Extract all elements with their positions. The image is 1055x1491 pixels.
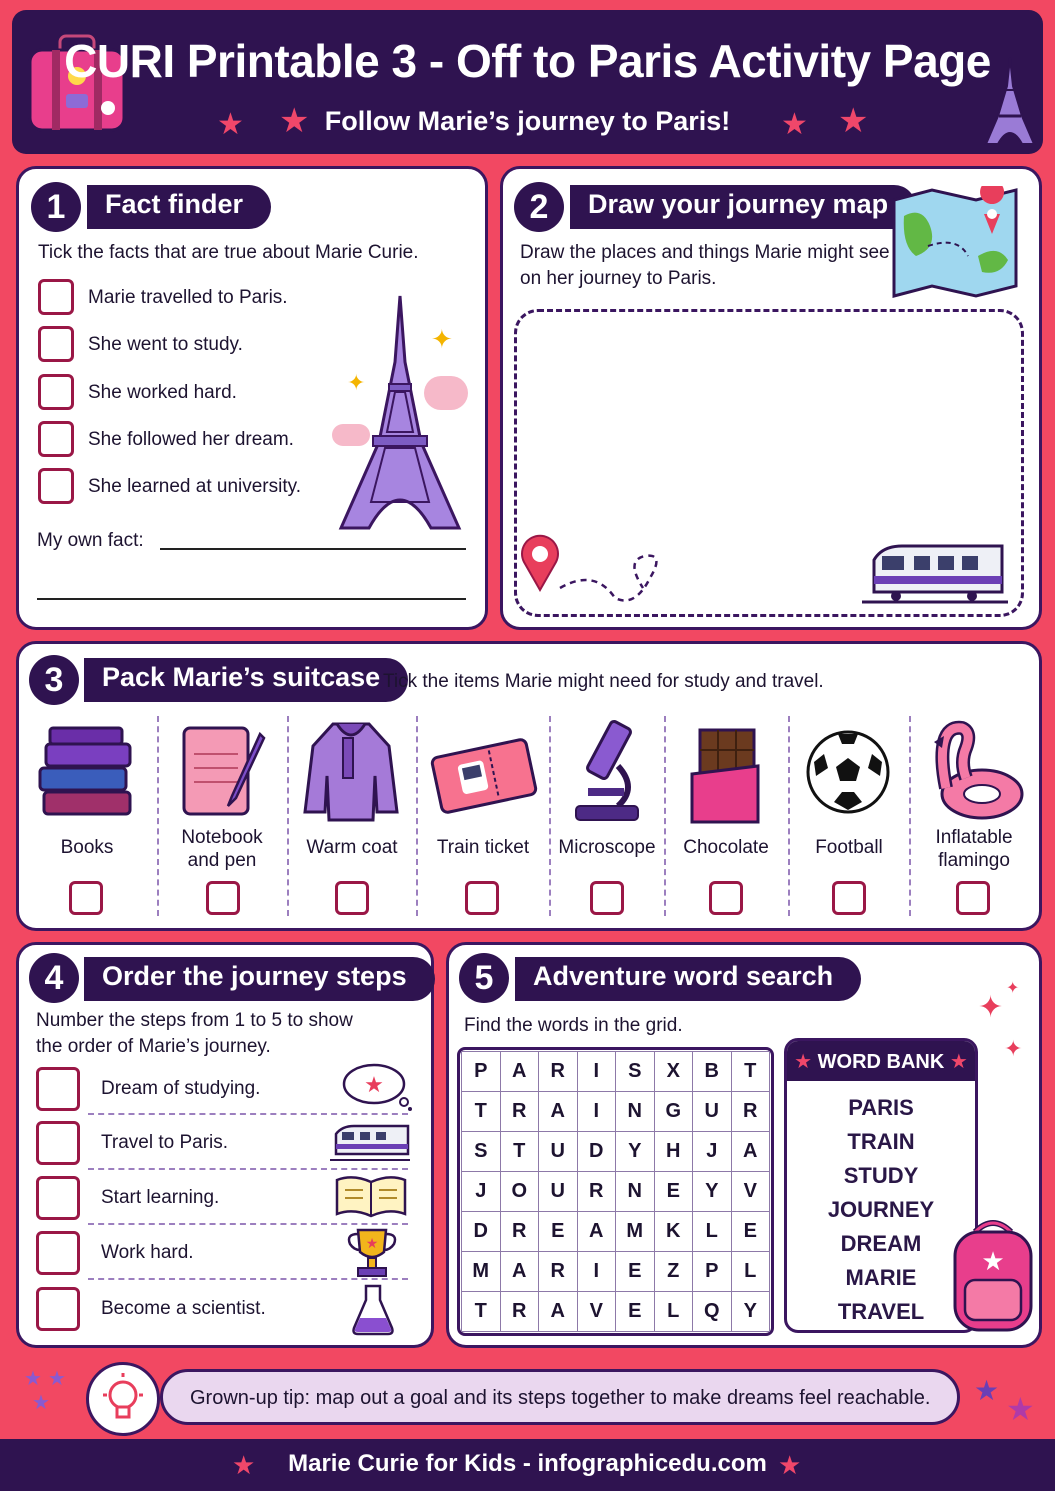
step-text: Dream of studying. bbox=[101, 1078, 261, 1099]
fact-checkbox[interactable] bbox=[38, 279, 74, 315]
grid-letter[interactable]: A bbox=[577, 1212, 616, 1252]
sparkle-icon: ✦ bbox=[431, 324, 453, 354]
grid-row bbox=[462, 1212, 770, 1252]
own-fact-line[interactable] bbox=[160, 548, 466, 550]
item-checkbox[interactable] bbox=[590, 881, 624, 915]
word-bank-word: JOURNEY bbox=[827, 1197, 935, 1222]
section-number: 3 bbox=[29, 655, 79, 705]
fact-checkbox[interactable] bbox=[38, 468, 74, 504]
lightbulb-icon bbox=[86, 1362, 160, 1436]
star-icon: ★ bbox=[1006, 1391, 1035, 1427]
grid-letter[interactable]: P bbox=[693, 1252, 732, 1292]
star-icon: ★ bbox=[24, 1368, 42, 1390]
coat-icon bbox=[303, 716, 399, 824]
item-label: Football bbox=[815, 837, 883, 858]
grid-letter[interactable]: K bbox=[654, 1212, 693, 1252]
grid-letter[interactable]: R bbox=[577, 1172, 616, 1212]
fact-text: She followed her dream. bbox=[88, 429, 294, 450]
fact-checkbox[interactable] bbox=[38, 374, 74, 410]
item-checkbox[interactable] bbox=[69, 881, 103, 915]
grid-letter[interactable]: S bbox=[462, 1132, 501, 1172]
item-label: Warm coat bbox=[306, 837, 398, 858]
section-number: 4 bbox=[29, 953, 79, 1003]
grid-letter[interactable]: L bbox=[654, 1292, 693, 1332]
item-divider bbox=[909, 716, 911, 916]
open-book-icon bbox=[333, 1172, 409, 1220]
grid-letter[interactable]: A bbox=[500, 1252, 539, 1292]
grid-letter[interactable]: T bbox=[462, 1092, 501, 1132]
item-checkbox[interactable] bbox=[465, 881, 499, 915]
grid-row bbox=[462, 1172, 770, 1212]
grid-letter[interactable]: R bbox=[500, 1092, 539, 1132]
grid-letter[interactable]: T bbox=[462, 1292, 501, 1332]
grid-letter[interactable]: U bbox=[693, 1092, 732, 1132]
microscope-icon bbox=[568, 718, 646, 824]
section-instruction: on her journey to Paris. bbox=[520, 268, 717, 289]
grid-letter[interactable]: R bbox=[539, 1252, 578, 1292]
grid-row bbox=[462, 1292, 770, 1332]
sparkle-icon: ✦ bbox=[347, 370, 366, 395]
svg-text:★: ★ bbox=[365, 1235, 379, 1251]
grid-letter[interactable]: T bbox=[731, 1052, 770, 1092]
word-bank-word: DREAM bbox=[840, 1231, 922, 1256]
grid-row bbox=[462, 1092, 770, 1132]
grid-letter[interactable]: U bbox=[539, 1172, 578, 1212]
word-bank-word: PARIS bbox=[848, 1095, 914, 1120]
item-divider bbox=[788, 716, 790, 916]
train-icon bbox=[330, 1122, 410, 1164]
grid-letter[interactable]: E bbox=[616, 1252, 655, 1292]
fact-text: She worked hard. bbox=[88, 382, 237, 403]
item-label: Books bbox=[60, 837, 114, 858]
section-instruction: the order of Marie’s journey. bbox=[36, 1036, 271, 1057]
section-title: Adventure word search bbox=[515, 957, 861, 1001]
step-number-box[interactable] bbox=[36, 1176, 80, 1220]
item-label: Notebook and pen bbox=[181, 827, 263, 871]
star-icon: ★ bbox=[794, 1051, 813, 1073]
item-divider bbox=[549, 716, 551, 916]
thought-bubble-icon bbox=[340, 1062, 414, 1112]
item-checkbox[interactable] bbox=[956, 881, 990, 915]
grid-letter[interactable]: T bbox=[500, 1132, 539, 1172]
star-icon: ★ bbox=[217, 108, 244, 141]
grid-letter[interactable]: R bbox=[500, 1292, 539, 1332]
word-bank-title: WORD BANK bbox=[817, 1051, 945, 1073]
svg-text:★: ★ bbox=[981, 1246, 1005, 1276]
section-instruction: Number the steps from 1 to 5 to show bbox=[36, 1010, 353, 1031]
cloud-icon bbox=[424, 376, 468, 410]
svg-text:★: ★ bbox=[364, 1072, 384, 1097]
step-number-box[interactable] bbox=[36, 1067, 80, 1111]
eiffel-tower-icon bbox=[982, 56, 1038, 146]
grid-letter[interactable]: N bbox=[616, 1092, 655, 1132]
grid-row bbox=[462, 1132, 770, 1172]
grid-letter[interactable]: I bbox=[577, 1252, 616, 1292]
grid-letter[interactable]: Y bbox=[616, 1132, 655, 1172]
grid-row bbox=[462, 1252, 770, 1292]
own-fact-label: My own fact: bbox=[37, 530, 144, 551]
map-icon bbox=[888, 186, 1022, 300]
grid-letter[interactable]: A bbox=[500, 1052, 539, 1092]
grid-letter[interactable]: O bbox=[500, 1172, 539, 1212]
section-number: 2 bbox=[514, 182, 564, 232]
star-icon: ★ bbox=[48, 1368, 66, 1390]
grid-row bbox=[462, 1052, 770, 1092]
fact-text: She learned at university. bbox=[88, 476, 301, 497]
grid-letter[interactable]: Y bbox=[693, 1172, 732, 1212]
grid-letter[interactable]: A bbox=[731, 1132, 770, 1172]
fact-checkbox[interactable] bbox=[38, 421, 74, 457]
word-bank-word: MARIE bbox=[845, 1265, 917, 1290]
grid-letter[interactable]: Y bbox=[731, 1292, 770, 1332]
flask-icon bbox=[350, 1282, 396, 1336]
train-icon bbox=[862, 540, 1008, 610]
grid-letter[interactable]: R bbox=[731, 1092, 770, 1132]
step-text: Travel to Paris. bbox=[101, 1132, 229, 1153]
item-label: Chocolate bbox=[683, 837, 769, 858]
grid-letter[interactable]: D bbox=[462, 1212, 501, 1252]
step-number-box[interactable] bbox=[36, 1231, 80, 1275]
cloud-icon bbox=[332, 424, 370, 446]
own-fact-line[interactable] bbox=[37, 598, 466, 600]
fact-text: Marie travelled to Paris. bbox=[88, 287, 288, 308]
item-checkbox[interactable] bbox=[206, 881, 240, 915]
item-label: Inflatable flamingo bbox=[935, 827, 1013, 871]
page-title: CURI Printable 3 - Off to Paris Activity Page bbox=[64, 35, 991, 87]
item-divider bbox=[287, 716, 289, 916]
section-instruction: Draw the places and things Marie might see bbox=[520, 242, 890, 263]
grid-letter[interactable]: V bbox=[731, 1172, 770, 1212]
step-text: Start learning. bbox=[101, 1187, 220, 1208]
star-icon: ★ bbox=[838, 102, 869, 140]
grid-letter[interactable]: I bbox=[577, 1052, 616, 1092]
word-bank-word: TRAIN bbox=[847, 1129, 915, 1154]
step-number-box[interactable] bbox=[36, 1121, 80, 1165]
grid-letter[interactable]: M bbox=[462, 1252, 501, 1292]
item-checkbox[interactable] bbox=[832, 881, 866, 915]
backpack-icon bbox=[945, 1218, 1041, 1336]
section-instruction: Find the words in the grid. bbox=[464, 1015, 683, 1036]
grid-letter[interactable]: D bbox=[577, 1132, 616, 1172]
step-divider bbox=[88, 1113, 408, 1115]
word-bank-header bbox=[787, 1041, 975, 1081]
star-icon: ★ bbox=[32, 1392, 50, 1414]
word-bank-word: STUDY bbox=[843, 1163, 919, 1188]
chocolate-icon bbox=[688, 726, 762, 826]
footer-text: Marie Curie for Kids - infographicedu.com bbox=[288, 1450, 767, 1477]
fact-text: She went to study. bbox=[88, 334, 243, 355]
grid-letter[interactable]: N bbox=[616, 1172, 655, 1212]
grid-letter[interactable]: X bbox=[654, 1052, 693, 1092]
grid-letter[interactable]: A bbox=[539, 1292, 578, 1332]
grid-letter[interactable]: E bbox=[616, 1292, 655, 1332]
grid-letter[interactable]: R bbox=[500, 1212, 539, 1252]
grid-letter[interactable]: I bbox=[577, 1092, 616, 1132]
star-icon: ★ bbox=[974, 1375, 1000, 1406]
books-icon bbox=[36, 724, 136, 824]
grid-letter[interactable]: B bbox=[693, 1052, 732, 1092]
notebook-pen-icon bbox=[176, 722, 270, 822]
tip-text: Grown-up tip: map out a goal and its steps together to make dreams feel reachable. bbox=[190, 1387, 931, 1409]
page-subtitle: Follow Marie’s journey to Paris! bbox=[324, 106, 731, 136]
section-instruction: Tick the items Marie might need for study and travel. bbox=[383, 671, 824, 692]
section-number: 5 bbox=[459, 953, 509, 1003]
star-icon: ★ bbox=[232, 1450, 256, 1480]
section-title: Pack Marie’s suitcase bbox=[84, 658, 408, 702]
grid-letter[interactable]: J bbox=[462, 1172, 501, 1212]
inflatable-flamingo-icon bbox=[926, 718, 1026, 822]
grid-letter[interactable]: P bbox=[462, 1052, 501, 1092]
grid-letter[interactable]: V bbox=[577, 1292, 616, 1332]
grid-letter[interactable]: S bbox=[616, 1052, 655, 1092]
star-icon: ★ bbox=[949, 1051, 968, 1073]
section-number: 1 bbox=[31, 182, 81, 232]
grid-letter[interactable]: A bbox=[539, 1092, 578, 1132]
sparkle-icon: ✦ bbox=[1004, 1036, 1023, 1061]
item-divider bbox=[157, 716, 159, 916]
grid-letter[interactable]: E bbox=[731, 1212, 770, 1252]
step-divider bbox=[88, 1223, 408, 1225]
fact-checkbox[interactable] bbox=[38, 326, 74, 362]
grid-letter[interactable]: H bbox=[654, 1132, 693, 1172]
grid-letter[interactable]: U bbox=[539, 1132, 578, 1172]
step-number-box[interactable] bbox=[36, 1287, 80, 1331]
grid-letter[interactable]: Z bbox=[654, 1252, 693, 1292]
item-label: Microscope bbox=[558, 837, 656, 858]
grid-letter[interactable]: Q bbox=[693, 1292, 732, 1332]
grid-letter[interactable]: M bbox=[616, 1212, 655, 1252]
train-ticket-icon bbox=[430, 734, 538, 818]
item-checkbox[interactable] bbox=[709, 881, 743, 915]
star-icon: ★ bbox=[778, 1450, 802, 1480]
grid-letter[interactable]: L bbox=[693, 1212, 732, 1252]
grid-letter[interactable]: L bbox=[731, 1252, 770, 1292]
grid-letter[interactable]: R bbox=[539, 1052, 578, 1092]
grid-letter[interactable]: E bbox=[654, 1172, 693, 1212]
star-icon: ★ bbox=[279, 102, 310, 140]
item-label: Train ticket bbox=[436, 837, 530, 858]
step-text: Become a scientist. bbox=[101, 1298, 266, 1319]
sparkle-icon: ✦ bbox=[978, 991, 1004, 1024]
item-divider bbox=[664, 716, 666, 916]
section-title: Fact finder bbox=[87, 185, 271, 229]
grid-letter[interactable]: E bbox=[539, 1212, 578, 1252]
word-search-grid bbox=[457, 1047, 774, 1336]
section-title: Order the journey steps bbox=[84, 957, 435, 1001]
sparkle-icon: ✦ bbox=[1006, 980, 1020, 997]
section-title: Draw your journey map bbox=[570, 185, 916, 229]
item-divider bbox=[416, 716, 418, 916]
item-checkbox[interactable] bbox=[335, 881, 369, 915]
dashed-path bbox=[555, 548, 675, 608]
football-icon bbox=[804, 728, 892, 816]
step-divider bbox=[88, 1168, 408, 1170]
grid-letter[interactable]: G bbox=[654, 1092, 693, 1132]
grid-letter[interactable]: J bbox=[693, 1132, 732, 1172]
star-icon: ★ bbox=[781, 108, 808, 141]
word-bank-word: TRAVEL bbox=[837, 1299, 925, 1324]
trophy-icon bbox=[342, 1226, 402, 1280]
section-instruction: Tick the facts that are true about Marie Curie. bbox=[38, 242, 419, 263]
step-text: Work hard. bbox=[101, 1242, 194, 1263]
